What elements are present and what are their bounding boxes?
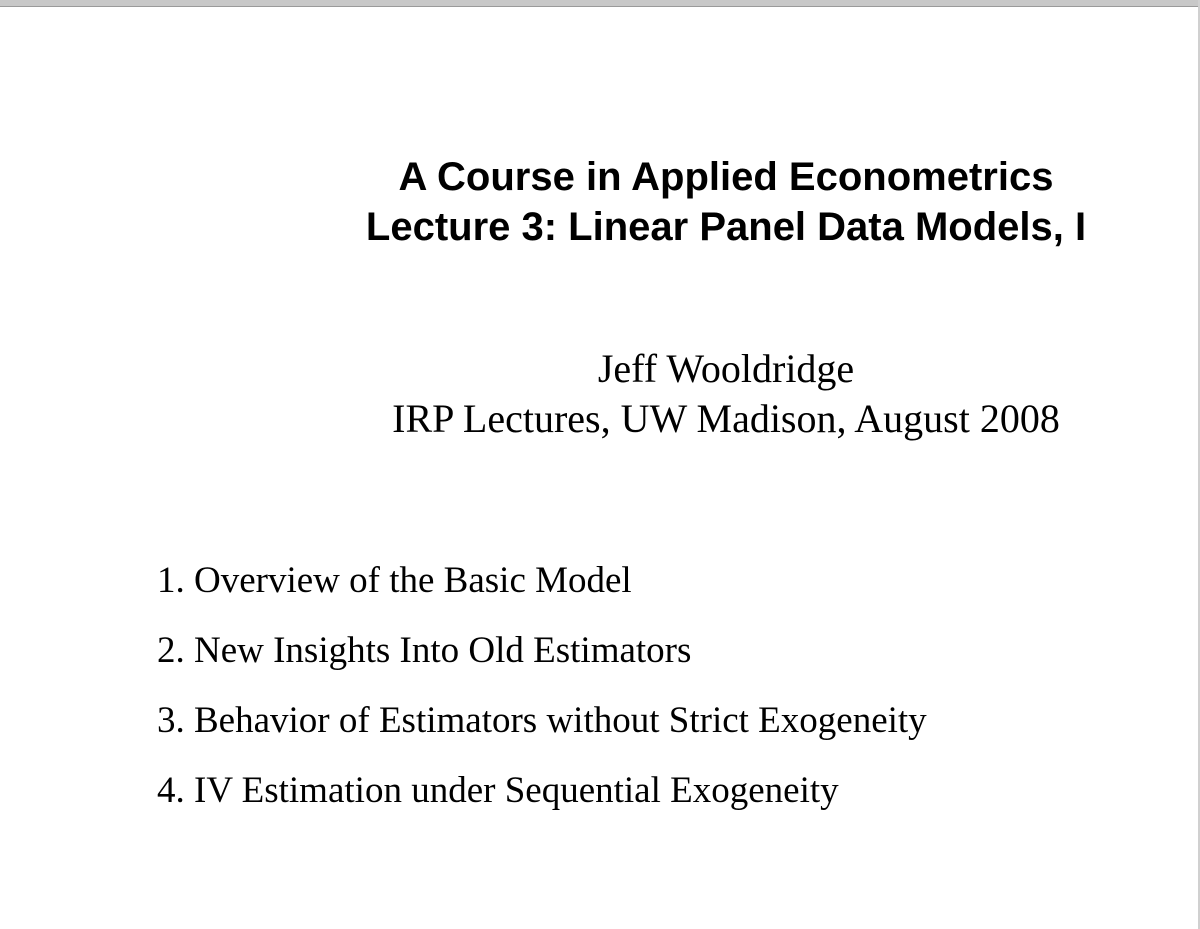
outline-item: 2. New Insights Into Old Estimators — [157, 630, 692, 671]
author-name: Jeff Wooldridge — [597, 346, 855, 391]
outline-item: 4. IV Estimation under Sequential Exogeneity — [157, 770, 839, 811]
outline-item: 1. Overview of the Basic Model — [157, 560, 632, 601]
title-line-1: A Course in Applied Econometrics — [398, 155, 1054, 199]
title-line-2: Lecture 3: Linear Panel Data Models, I — [365, 205, 1087, 249]
outline-item: 3. Behavior of Estimators without Strict Exogeneity — [157, 700, 927, 741]
slide-title — [0, 152, 1200, 252]
venue-line: IRP Lectures, UW Madison, August 2008 — [392, 396, 1060, 441]
author-info — [0, 344, 1200, 444]
top-border — [0, 0, 1200, 7]
lecture-outline — [157, 556, 927, 836]
